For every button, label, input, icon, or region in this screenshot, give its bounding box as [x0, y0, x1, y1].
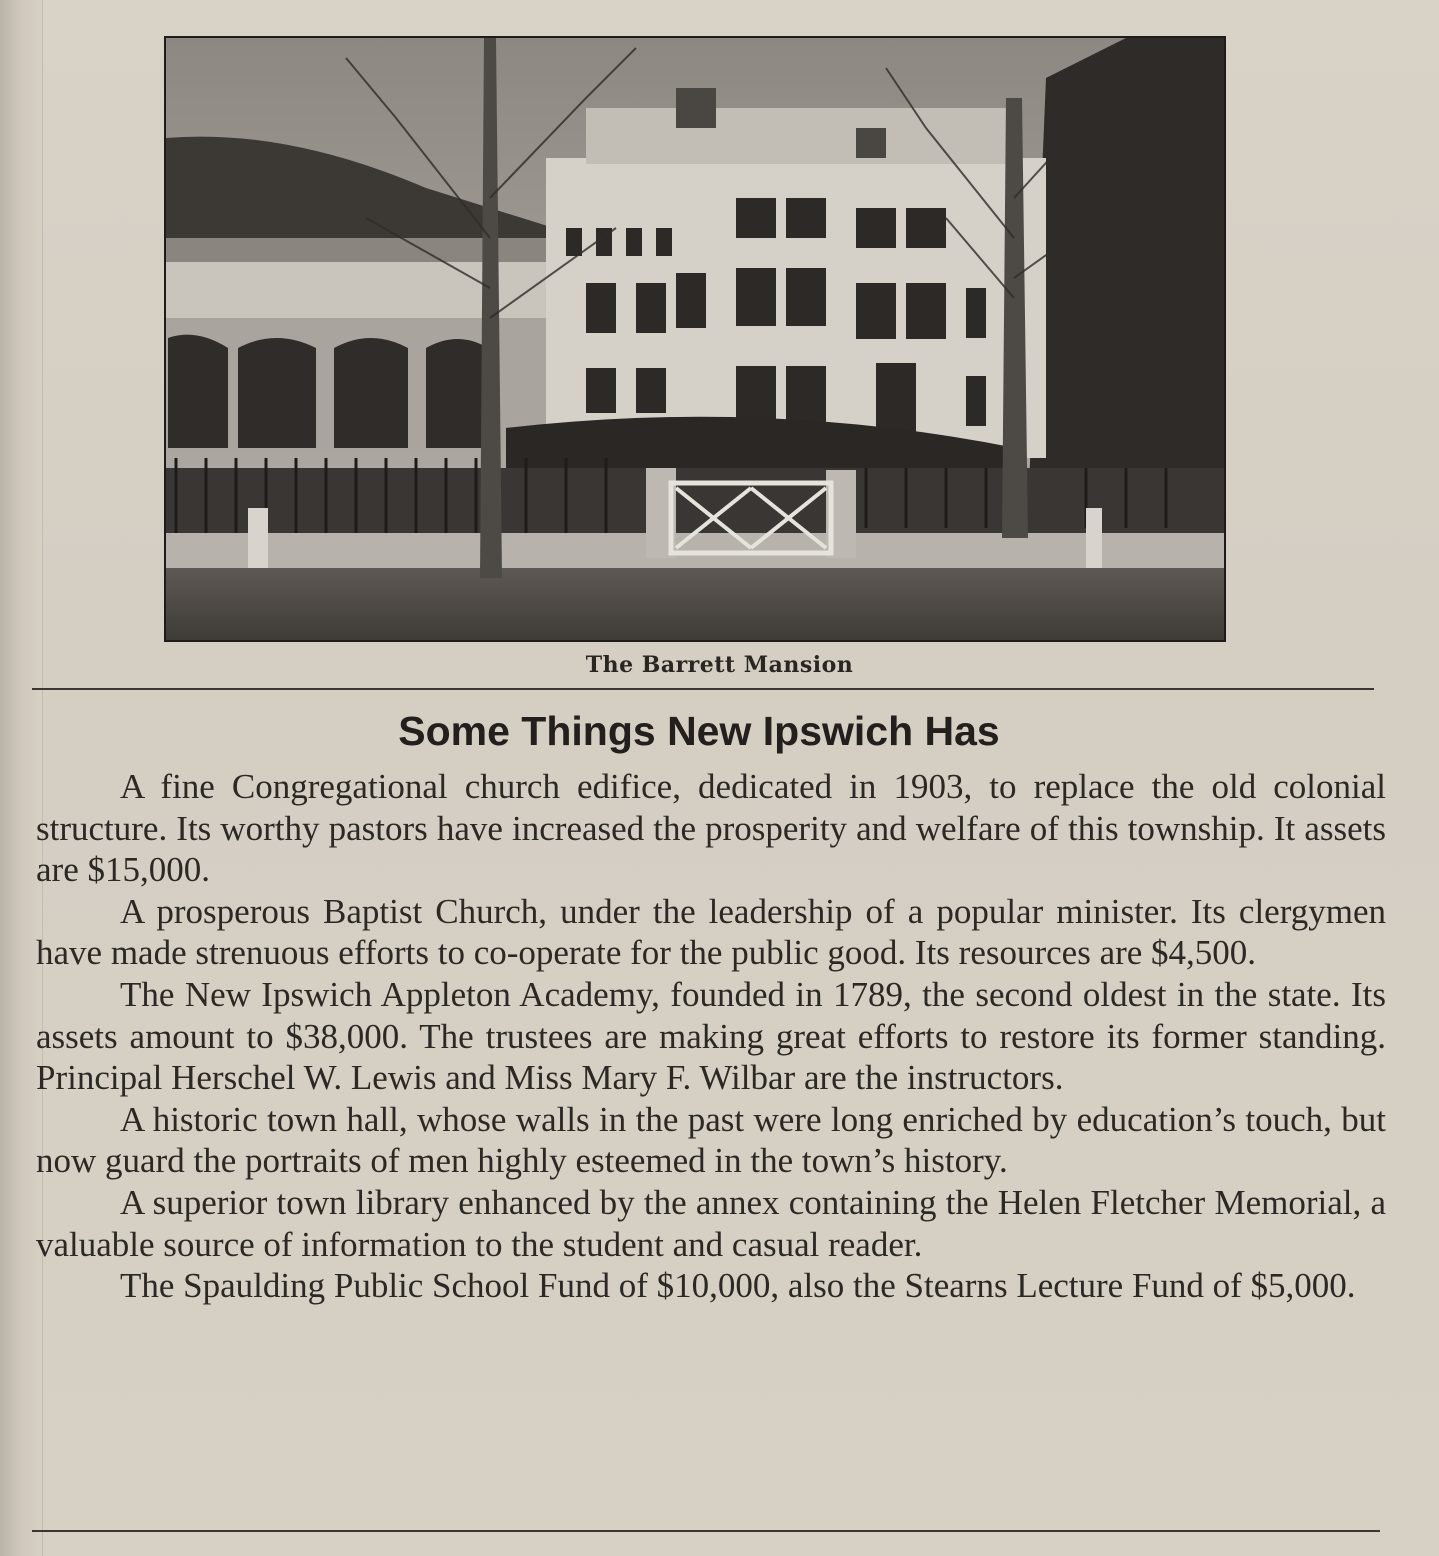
paragraph-congregational-church: A fine Congregational church edifice, dedicated in 1903, to replace the old colonial structure. Its worthy pastors have increased the prosperity and welfare of this township. It assets are $15,000.: [36, 767, 1386, 890]
barrett-mansion-photo: [164, 36, 1226, 642]
paragraph-town-library: A superior town library enhanced by the annex containing the Helen Fletcher Memorial, a valuable source of information to the student and casual reader.: [36, 1182, 1386, 1264]
paragraph-town-hall: A historic town hall, whose walls in the past were long enriched by education’s touch, but now guard the portraits of men highly esteemed in the town’s history.: [36, 1099, 1386, 1181]
article-body: [36, 766, 1386, 1307]
top-divider: [32, 688, 1374, 690]
photo-caption: The Barrett Mansion: [585, 652, 854, 678]
paragraph-baptist-church: A prosperous Baptist Church, under the leadership of a popular minister. Its clergymen have made strenuous efforts to co-operate for the public good. Its resources are $4,500.: [36, 891, 1386, 973]
paragraph-school-fund: The Spaulding Public School Fund of $10,000, also the Stearns Lecture Fund of $5,000.: [120, 1266, 1356, 1306]
paragraph-appleton-academy: The New Ipswich Appleton Academy, founded in 1789, the second oldest in the state. Its assets amount to $38,000. The trustees are making great efforts to restore its former standing. Principal Herschel W. Lewis and Miss Mary F. Wilbar are the instructors.: [36, 974, 1386, 1098]
article-heading: Some Things New Ipswich Has: [398, 708, 1000, 754]
bottom-divider: [32, 1530, 1380, 1532]
